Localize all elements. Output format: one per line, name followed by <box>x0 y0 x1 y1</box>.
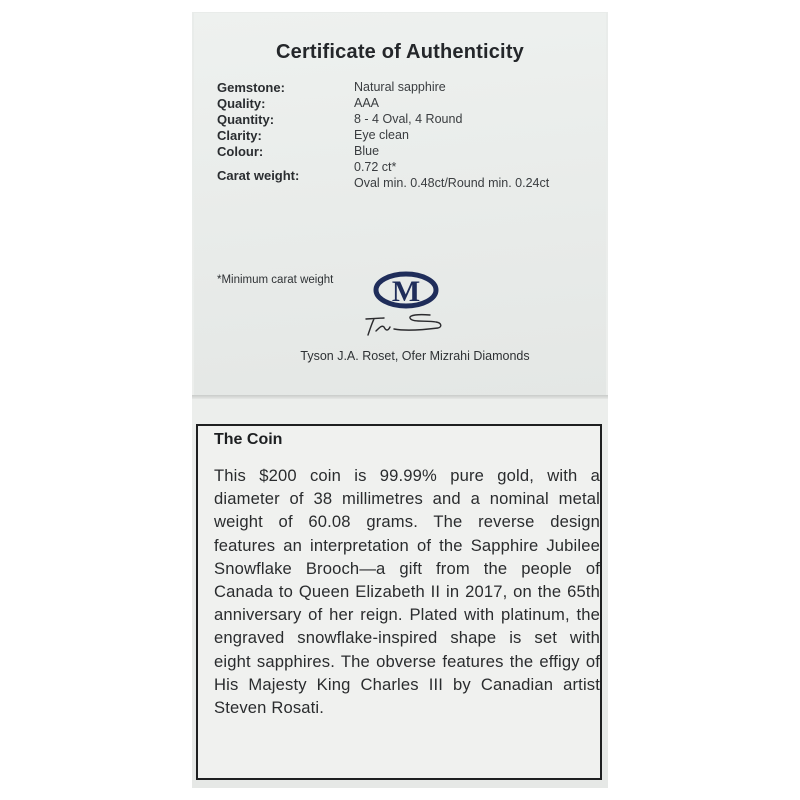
certificate-card <box>194 13 606 395</box>
field-value-clarity: Eye clean <box>354 128 409 142</box>
coin-info-box <box>196 424 602 780</box>
field-value-colour: Blue <box>354 144 380 158</box>
coin-description: This $200 coin is 99.99% pure gold, with a diameter of 38 millimetres and a nominal metal weight of 60.08 grams. The reverse design features an interpretation of the Sapphire Jubilee Snowflake Brooch—a gift from the people of Canada to Queen Elizabeth II in 2017, on the 65th anniversary of her reign. Plated with platinum, the engraved snowflake-inspired shape is set with eight sapphires. The obverse features the effigy of His Majesty King Charles III by Canadian artist Steven Rosati. <box>214 466 600 718</box>
field-label-colour: Colour: <box>217 144 264 159</box>
field-label-gemstone: Gemstone: <box>217 80 285 95</box>
logo-letter: M <box>391 275 421 308</box>
field-label-carat-weight: Carat weight: <box>217 168 300 183</box>
footnote-minimum-carat: *Minimum carat weight <box>217 274 334 286</box>
signatory-name: Tyson J.A. Roset, Ofer Mizrahi Diamonds <box>300 349 530 363</box>
field-value-quality: AAA <box>354 96 380 110</box>
field-label-quality: Quality: <box>217 96 266 111</box>
coin-title: The Coin <box>214 431 283 448</box>
signature-image <box>360 309 450 339</box>
field-value-quantity: 8 - 4 Oval, 4 Round <box>354 112 463 126</box>
field-label-quantity: Quantity: <box>217 112 275 127</box>
certificate-title: Certificate of Authenticity <box>275 41 525 63</box>
card-edge-shadow <box>192 395 608 399</box>
field-label-clarity: Clarity: <box>217 128 262 143</box>
field-value-carat-weight: 0.72 ct* <box>354 160 397 174</box>
field-value-gemstone: Natural sapphire <box>354 80 446 94</box>
field-value-carat-weight-detail: Oval min. 0.48ct/Round min. 0.24ct <box>354 176 550 190</box>
om-logo-icon <box>373 268 439 312</box>
